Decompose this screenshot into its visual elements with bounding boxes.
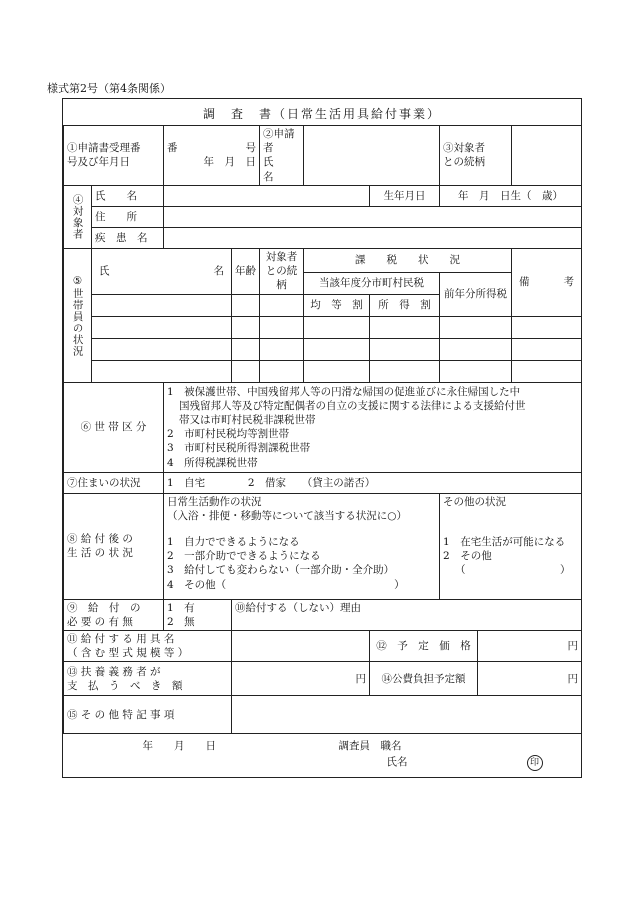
price-label: ⑫ 予 定 価 格 [370, 631, 478, 662]
reason-label: ⑩給付する（しない）理由 [235, 601, 361, 614]
device-name-cell[interactable] [232, 631, 370, 662]
household-name-sub [92, 294, 232, 316]
housing-label: ⑦住まいの状況 [64, 472, 164, 493]
subject-address-cell[interactable] [164, 206, 582, 227]
notes-label: ⑮ そ の 他 特 記 事 項 [64, 696, 232, 734]
household-name-label: 氏 名 [92, 248, 232, 294]
household-side-label: ⑤ 世帯員の状況 [64, 248, 92, 382]
household-row[interactable] [64, 316, 582, 338]
row-category [64, 382, 582, 472]
household-row[interactable] [64, 338, 582, 360]
tax-status-label: 課 税 状 況 [304, 248, 512, 272]
footer-date: 年 月 日 [142, 740, 216, 753]
payment-cell[interactable]: 円 [232, 662, 370, 696]
relation-cell[interactable] [512, 126, 582, 186]
household-relation-sub [260, 294, 304, 316]
housing-rent: 2 借家 （貸主の諾否） [247, 476, 376, 489]
investigator-name-label: 氏名 [386, 756, 408, 769]
survey-table [63, 125, 582, 784]
row-application [64, 126, 582, 186]
reason-cell[interactable] [232, 599, 582, 630]
number-prefix: 番 [167, 142, 178, 155]
application-label-line1: ①申請書受理番 [67, 142, 141, 155]
row-notes [64, 696, 582, 734]
birth-value[interactable]: 年 月 日生（ 歳） [440, 185, 582, 206]
application-label [64, 126, 164, 186]
relation-label [440, 126, 512, 186]
survey-form [62, 98, 582, 778]
application-number-cell[interactable] [164, 126, 260, 186]
housing-own: 1 自宅 [167, 476, 206, 489]
birth-label: 生年月日 [370, 185, 440, 206]
row-subject-disease [64, 227, 582, 248]
household-age-sub [232, 294, 260, 316]
need-label: ⑨ 給 付 の 必 要 の 有 無 [64, 599, 164, 630]
subject-name-cell[interactable] [164, 185, 370, 206]
housing-options[interactable] [164, 472, 582, 493]
applicant-name-cell[interactable] [304, 126, 440, 186]
notes-cell[interactable] [232, 696, 582, 734]
device-label: ⑪ 給 付 す る 用 具 名 （ 含 む 型 式 規 模 等 ） [64, 631, 232, 662]
subject-name-label: 氏 名 [92, 185, 164, 206]
seal-mark: 印 [527, 755, 543, 771]
need-no: 2 無 [167, 615, 195, 628]
need-yes: 1 有 [167, 601, 195, 614]
relation-label-line2: との続柄 [443, 156, 486, 169]
row-household-head1 [64, 248, 582, 272]
daily-living-options[interactable]: 日常生活動作の状況 （入浴・排便・移動等について該当する状況に○） 1 自力でできるようになる 2 一部介助でできるようになる 3 給付しても変わらない（一部介助・全介助） 4 その他（ ） [164, 493, 440, 599]
applicant-label-line2: 氏 名 [263, 156, 295, 183]
public-burden-label: ⑭公費負担予定額 [370, 662, 478, 696]
row-subject-address [64, 206, 582, 227]
relation-label-line1: ③対象者 [443, 142, 486, 155]
number-suffix: 号 [245, 142, 257, 155]
after-label: ⑧ 給 付 後 の 生 活 の 状 況 [64, 493, 164, 599]
form-number: 様式第2号（第4条関係） [47, 82, 171, 95]
income-tax-label: 所 得 割 [370, 294, 440, 316]
row-subject-name [64, 185, 582, 206]
equal-tax-label: 均 等 割 [304, 294, 370, 316]
investigator-title: 調査員 職名 [338, 740, 402, 753]
applicant-label [260, 126, 304, 186]
row-footer [64, 734, 582, 785]
row-after [64, 493, 582, 599]
household-notes-label: 備 考 [512, 248, 582, 316]
subject-disease-cell[interactable] [164, 227, 582, 248]
subject-address-label: 住 所 [92, 206, 164, 227]
row-need [64, 599, 582, 630]
public-burden-cell[interactable]: 円 [478, 662, 582, 696]
prev-tax-label: 前年分所得税 [440, 272, 512, 316]
row-device [64, 631, 582, 662]
household-relation-label: 対象者との続柄 [260, 248, 304, 294]
other-status-options[interactable]: その他の状況 1 在宅生活が可能になる 2 その他 （ ） [440, 493, 582, 599]
payment-label: ⑬ 扶 養 義 務 者 が 支 払 う べ き 額 [64, 662, 232, 696]
footer-cell [64, 734, 582, 785]
current-tax-label: 当該年度分市町村民税 [304, 272, 440, 294]
category-options[interactable]: 1 被保護世帯、中国残留邦人等の円滑な帰国の促進並びに永住帰国した中 国残留邦人等及び特定配偶者の自立の支援に関する法律による支援給付世 帯又は市町村民税非課税世帯 2 市町村民税均等割世帯 3 市町村民税所得割課税世帯 4 所得税課税世帯 [164, 382, 582, 472]
price-cell[interactable]: 円 [478, 631, 582, 662]
category-label: ⑥ 世 帯 区 分 [64, 382, 164, 472]
row-housing [64, 472, 582, 493]
form-title: 調 査 書（日常生活用具給付事業） [202, 107, 441, 121]
row-payment [64, 662, 582, 696]
need-options[interactable] [164, 599, 232, 630]
household-age-label: 年齢 [232, 248, 260, 294]
subject-disease-label: 疾 患 名 [92, 227, 164, 248]
application-date: 年 月 日 [203, 156, 257, 169]
subject-side-label: ④対象者 [64, 185, 92, 248]
household-row[interactable] [64, 360, 582, 382]
applicant-label-line1: ②申請者 [263, 128, 295, 155]
application-label-line2: 号及び年月日 [67, 156, 130, 169]
